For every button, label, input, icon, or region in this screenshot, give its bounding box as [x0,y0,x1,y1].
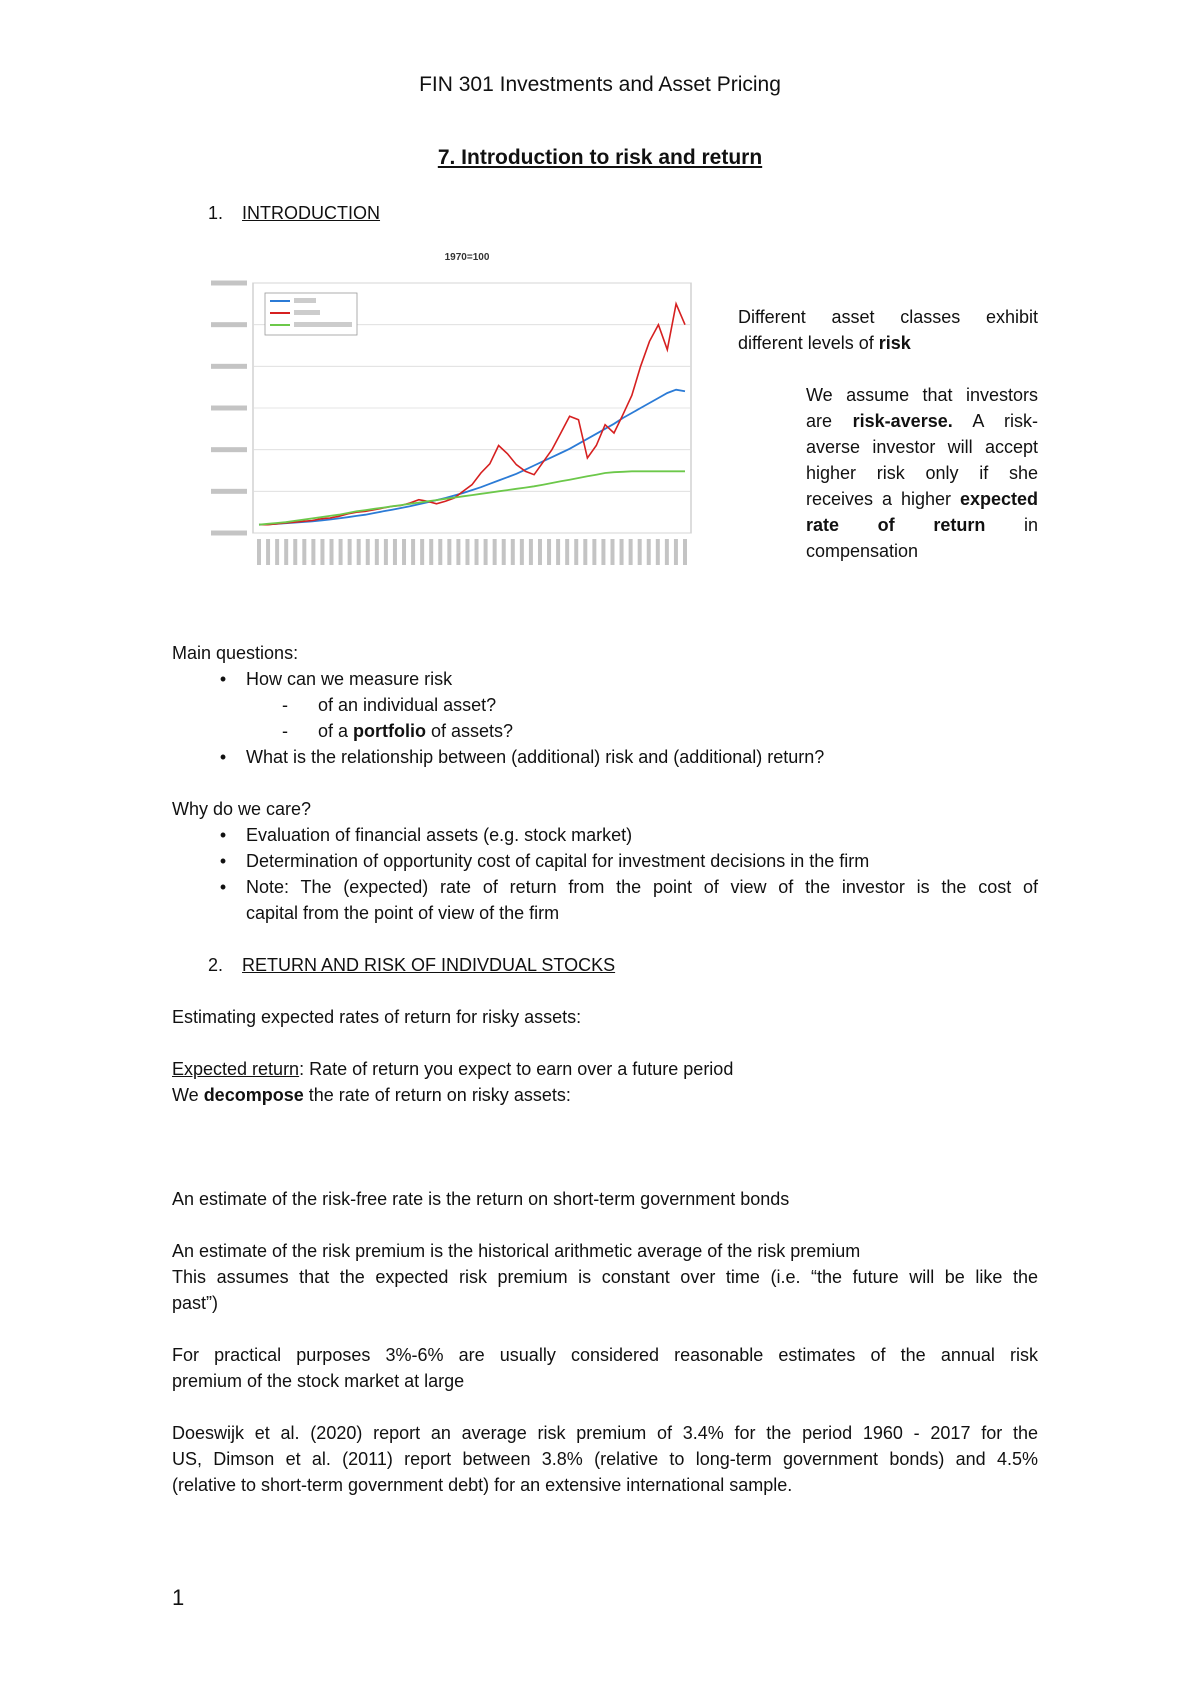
x-tick-label-16 [402,539,406,565]
x-tick-label-4 [293,539,297,565]
x-tick-label-45 [665,539,669,565]
x-tick-label-24 [475,539,479,565]
x-tick-label-36 [583,539,587,565]
x-tick-label-14 [384,539,388,565]
x-tick-label-0 [257,539,261,565]
x-tick-label-21 [447,539,451,565]
x-tick-label-8 [330,539,334,565]
y-tick-label-0 [211,531,247,536]
x-tick-label-28 [511,539,515,565]
premium-line-1: An estimate of the risk premium is the historical arithmetic average of the risk premium [172,1241,861,1261]
x-tick-label-6 [311,539,315,565]
x-tick-label-41 [629,539,633,565]
risk-averse-line-5: receives a higher expected [806,489,1038,509]
x-tick-label-32 [547,539,551,565]
x-tick-label-15 [393,539,397,565]
x-tick-label-39 [610,539,614,565]
index-chart [205,245,700,570]
x-tick-label-20 [438,539,442,565]
x-tick-label-11 [357,539,361,565]
x-tick-label-7 [320,539,324,565]
main-questions-heading: Main questions: [172,643,299,663]
y-tick-label-5 [211,322,247,327]
x-tick-label-30 [529,539,533,565]
x-tick-label-5 [302,539,306,565]
risk-averse-line-1: We assume that investors [806,385,1038,405]
y-tick-label-3 [211,406,247,411]
x-tick-label-29 [520,539,524,565]
x-tick-label-44 [656,539,660,565]
risk-averse-line-6: rate of return in [806,515,1038,535]
x-tick-label-33 [556,539,560,565]
why-bullet-3-cont: capital from the point of view of the firm [246,903,560,923]
chart-title: 1970=100 [444,252,490,263]
x-tick-label-42 [638,539,642,565]
x-tick-label-38 [601,539,605,565]
x-tick-label-26 [493,539,497,565]
section-2-heading: 2. RETURN AND RISK OF INDIVDUAL STOCKS [208,955,616,975]
section-1-heading: 1. INTRODUCTION [208,203,381,223]
x-tick-label-34 [565,539,569,565]
x-tick-label-3 [284,539,288,565]
x-tick-label-19 [429,539,433,565]
x-tick-label-35 [574,539,578,565]
y-tick-label-4 [211,364,247,369]
risk-averse-line-3: averse investor will accept [806,437,1038,457]
x-tick-label-37 [592,539,596,565]
why-heading: Why do we care? [172,799,312,819]
practical-line-1: For practical purposes 3%-6% are usually considered reasonable estimates of the annual risk [172,1345,1038,1365]
x-tick-label-47 [683,539,687,565]
premium-line-2: This assumes that the expected risk premium is constant over time (i.e. “the future will be like the [172,1267,1038,1287]
y-tick-label-1 [211,489,247,494]
estimating-line: Estimating expected rates of return for risky assets: [172,1007,582,1027]
x-tick-label-12 [366,539,370,565]
expected-return-line: Expected return: Rate of return you expect to earn over a future period [172,1059,734,1079]
doeswijk-line-1: Doeswijk et al. (2020) report an average risk premium of 3.4% for the period 1960 - 2017 for the [172,1423,1038,1443]
x-tick-label-18 [420,539,424,565]
x-tick-label-43 [647,539,651,565]
premium-line-3: past”) [172,1293,219,1313]
x-tick-label-9 [339,539,343,565]
risk-free-line: An estimate of the risk-free rate is the return on short-term government bonds [172,1189,790,1209]
legend-label-series-1 [294,298,316,303]
asset-classes-line-2: different levels of risk [738,333,911,353]
risk-averse-line-2: are risk-averse. A risk- [806,411,1038,431]
x-tick-label-23 [465,539,469,565]
x-tick-label-46 [674,539,678,565]
course-header: FIN 301 Investments and Asset Pricing [419,73,781,96]
x-tick-label-17 [411,539,415,565]
legend [265,293,357,335]
document-page: FIN 301 Investments and Asset Pricing 7. Introduction to risk and return 1. INTRODUCTION 1970=100 Different asset classes exhibit different levels of risk We assume that investors are risk-averse. A risk- averse investor will accept higher risk only if she receives a higher expected rate of return in compensation Main questions: • How can we measure risk - of an individual asset? - of a portfolio of assets? • What is the relationship between (additional) risk and (additional) return? Why do we care? • Evaluation of financial assets (e.g. stock market) • Determination of opportunity cost of capital for investment decisions in the firm • Note: The (expected) rate of return from the point of view of the investor is the cost of capital from the point of view of the firm 2. RETURN AND RISK OF INDIVDUAL STOCKS Estimating expected rates of return for risky assets: Expected return: Rate of return you expect to earn over a future period We decompose the rate of return on risky assets: An estimate of the risk-free rate is the return on short-term government bonds An estimate of the risk premium is the historical arithmetic average of the risk premium This assumes that the expected risk premium is constant over time (i.e. “the future will be like the past”) For practical purposes 3%-6% are usually considered reasonable estimates of the annual risk premium of the stock market at large Doeswijk et al. (2020) report an average risk premium of 3.4% for the period 1960 - 2017 for the US, Dimson et al. (2011) report between 3.8% (relative to long-term government bonds) and 4.5% (relative to short-term government debt) for an extensive international sample. 1 [0,0,1200,1698]
decompose-line: We decompose the rate of return on risky assets: [172,1085,571,1105]
doeswijk-line-3: (relative to short-term government debt) for an extensive international sample. [172,1475,793,1495]
practical-line-2: premium of the stock market at large [172,1371,465,1391]
doeswijk-line-2: US, Dimson et al. (2011) report between 3.8% (relative to long-term government bonds) and 4.5% [172,1449,1038,1469]
page-number: 1 [172,1585,185,1610]
y-tick-label-6 [211,281,247,286]
y-tick-label-2 [211,447,247,452]
legend-label-series-3 [294,322,352,327]
risk-averse-line-7: compensation [806,541,919,561]
x-tick-label-27 [502,539,506,565]
x-tick-label-1 [266,539,270,565]
x-tick-label-31 [538,539,542,565]
x-tick-label-13 [375,539,379,565]
x-tick-label-25 [484,539,488,565]
x-tick-label-40 [620,539,624,565]
x-tick-label-10 [348,539,352,565]
risk-averse-line-4: higher risk only if she [806,463,1038,483]
x-tick-label-22 [456,539,460,565]
asset-classes-line-1: Different asset classes exhibit [738,307,1038,327]
chapter-title: 7. Introduction to risk and return [437,146,763,169]
legend-label-series-2 [294,310,320,315]
x-tick-label-2 [275,539,279,565]
